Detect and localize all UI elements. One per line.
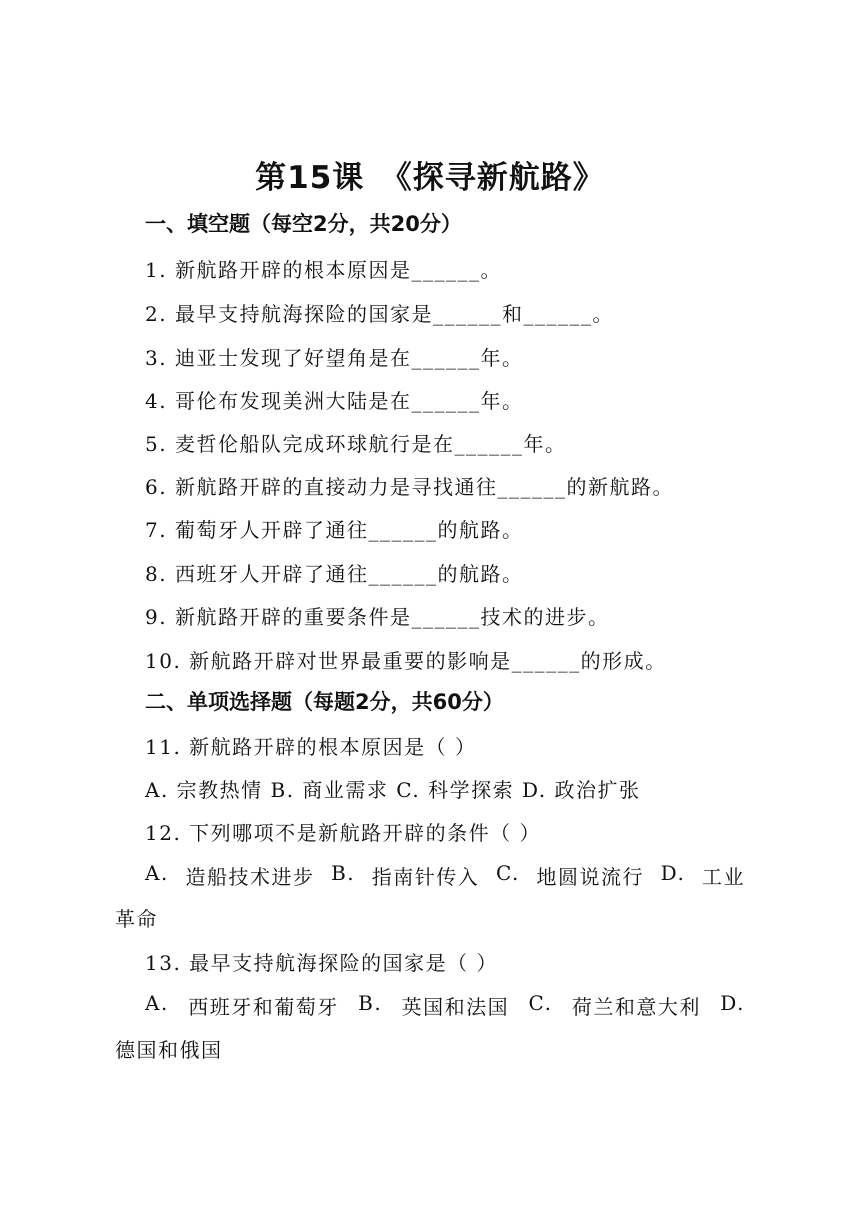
choice-question-12-options-continued: 革命 <box>115 907 158 931</box>
option-text: 地圆说流行 <box>536 865 645 889</box>
choice-question-12-stem: 12. 下列哪项不是新航路开辟的条件（ ） <box>145 821 542 845</box>
option-letter: A. <box>145 861 169 885</box>
option-text: 西班牙和葡萄牙 <box>188 995 339 1019</box>
option-letter: D. <box>660 861 686 885</box>
choice-question-12-options <box>145 861 745 890</box>
fill-in-question-8: 8. 西班牙人开辟了通往______的航路。 <box>145 562 524 586</box>
choice-question-13-options-continued: 德国和俄国 <box>115 1038 223 1062</box>
page-title: 第15课 《探寻新航路》 <box>255 160 605 196</box>
fill-in-question-6: 6. 新航路开辟的直接动力是寻找通往______的新航路。 <box>145 475 674 499</box>
option-letter: B. <box>331 861 356 885</box>
option-letter: B. <box>358 991 383 1015</box>
section-heading-multiple-choice: 二、单项选择题（每题2分，共60分） <box>145 690 504 714</box>
option-text: 工业 <box>702 865 745 889</box>
choice-question-13-stem: 13. 最早支持航海探险的国家是（ ） <box>145 951 499 975</box>
option-text: 荷兰和意大利 <box>571 995 701 1019</box>
choice-question-11-stem: 11. 新航路开辟的根本原因是（ ） <box>145 735 477 759</box>
option-letter: C. <box>528 991 553 1015</box>
fill-in-question-1: 1. 新航路开辟的根本原因是______。 <box>145 258 502 282</box>
fill-in-question-10: 10. 新航路开辟对世界最重要的影响是______的形成。 <box>145 649 667 673</box>
choice-question-13-options <box>145 991 745 1020</box>
option-text: 造船技术进步 <box>185 865 315 889</box>
choice-question-11-options: A. 宗教热情 B. 商业需求 C. 科学探索 D. 政治扩张 <box>145 778 641 802</box>
fill-in-question-9: 9. 新航路开辟的重要条件是______技术的进步。 <box>145 605 610 629</box>
fill-in-question-7: 7. 葡萄牙人开辟了通往______的航路。 <box>145 518 524 542</box>
option-text: 指南针传入 <box>371 865 480 889</box>
section-heading-fill-in: 一、填空题（每空2分，共20分） <box>145 212 462 236</box>
option-text: 英国和法国 <box>401 995 510 1019</box>
fill-in-question-5: 5. 麦哲伦船队完成环球航行是在______年。 <box>145 432 567 456</box>
option-letter: D. <box>720 991 745 1015</box>
fill-in-question-3: 3. 迪亚士发现了好望角是在______年。 <box>145 346 524 370</box>
option-letter: C. <box>495 861 520 885</box>
option-letter: A. <box>145 991 169 1015</box>
fill-in-question-4: 4. 哥伦布发现美洲大陆是在______年。 <box>145 389 524 413</box>
fill-in-question-2: 2. 最早支持航海探险的国家是______和______。 <box>145 302 614 326</box>
